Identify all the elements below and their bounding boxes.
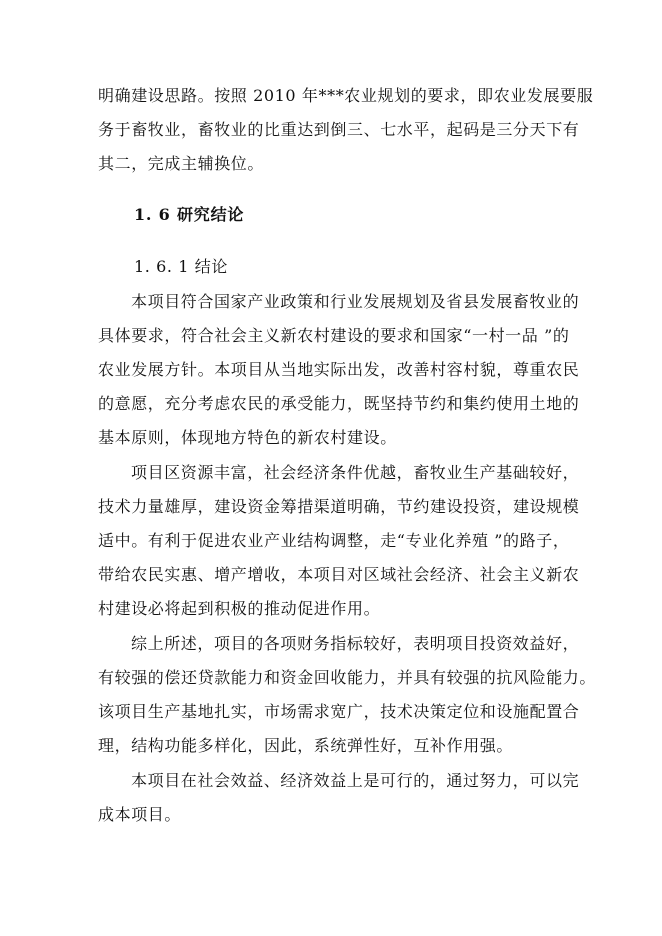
paragraph-2-line: 适中。有利于促进农业产业结构调整，走“专业化养殖 ”的路子， — [98, 531, 570, 550]
paragraph-1-line: 农业发展方针。本项目从当地实际出发，改善村容村貌，尊重农民 — [98, 360, 580, 379]
intro-line: 明确建设思路。按照 2010 年***农业规划的要求，即农业发展要服 — [98, 86, 594, 105]
paragraph-1-line: 的意愿，充分考虑农民的承受能力，既坚持节约和集约使用土地的 — [98, 394, 580, 413]
paragraph-2-line: 带给农民实惠、增产增收，本项目对区域社会经济、社会主义新农 — [98, 565, 580, 584]
section-heading: 1. 6 研究结论 — [134, 205, 245, 224]
paragraph-1-line: 基本原则，体现地方特色的新农村建设。 — [98, 428, 397, 447]
paragraph-1-line: 本项目符合国家产业政策和行业发展规划及省县发展畜牧业的 — [131, 292, 580, 311]
paragraph-4-line: 本项目在社会效益、经济效益上是可行的，通过努力，可以完 — [131, 771, 580, 790]
paragraph-2-line: 技术力量雄厚，建设资金筹措渠道明确，节约建设投资，建设规模 — [98, 497, 580, 516]
paragraph-3-line: 有较强的偿还贷款能力和资金回收能力，并具有较强的抗风险能力。 — [98, 668, 597, 687]
paragraph-3-line: 该项目生产基地扎实，市场需求宽广，技术决策定位和设施配置合 — [98, 702, 580, 721]
paragraph-4-line: 成本项目。 — [98, 805, 182, 824]
subsection-heading: 1. 6. 1 结论 — [134, 257, 228, 276]
intro-line: 务于畜牧业，畜牧业的比重达到倒三、七水平，起码是三分天下有 — [98, 120, 580, 139]
paragraph-1-line: 具体要求，符合社会主义新农村建设的要求和国家“一村一品 ”的 — [98, 326, 570, 345]
paragraph-2-line: 村建设必将起到积极的推动促进作用。 — [98, 599, 381, 618]
paragraph-3-line: 综上所述，项目的各项财务指标较好，表明项目投资效益好， — [131, 634, 580, 653]
intro-line: 其二，完成主辅换位。 — [98, 154, 265, 173]
paragraph-3-line: 理，结构功能多样化，因此，系统弹性好，互补作用强。 — [98, 736, 514, 755]
paragraph-2-line: 项目区资源丰富，社会经济条件优越，畜牧业生产基础较好， — [131, 463, 580, 482]
